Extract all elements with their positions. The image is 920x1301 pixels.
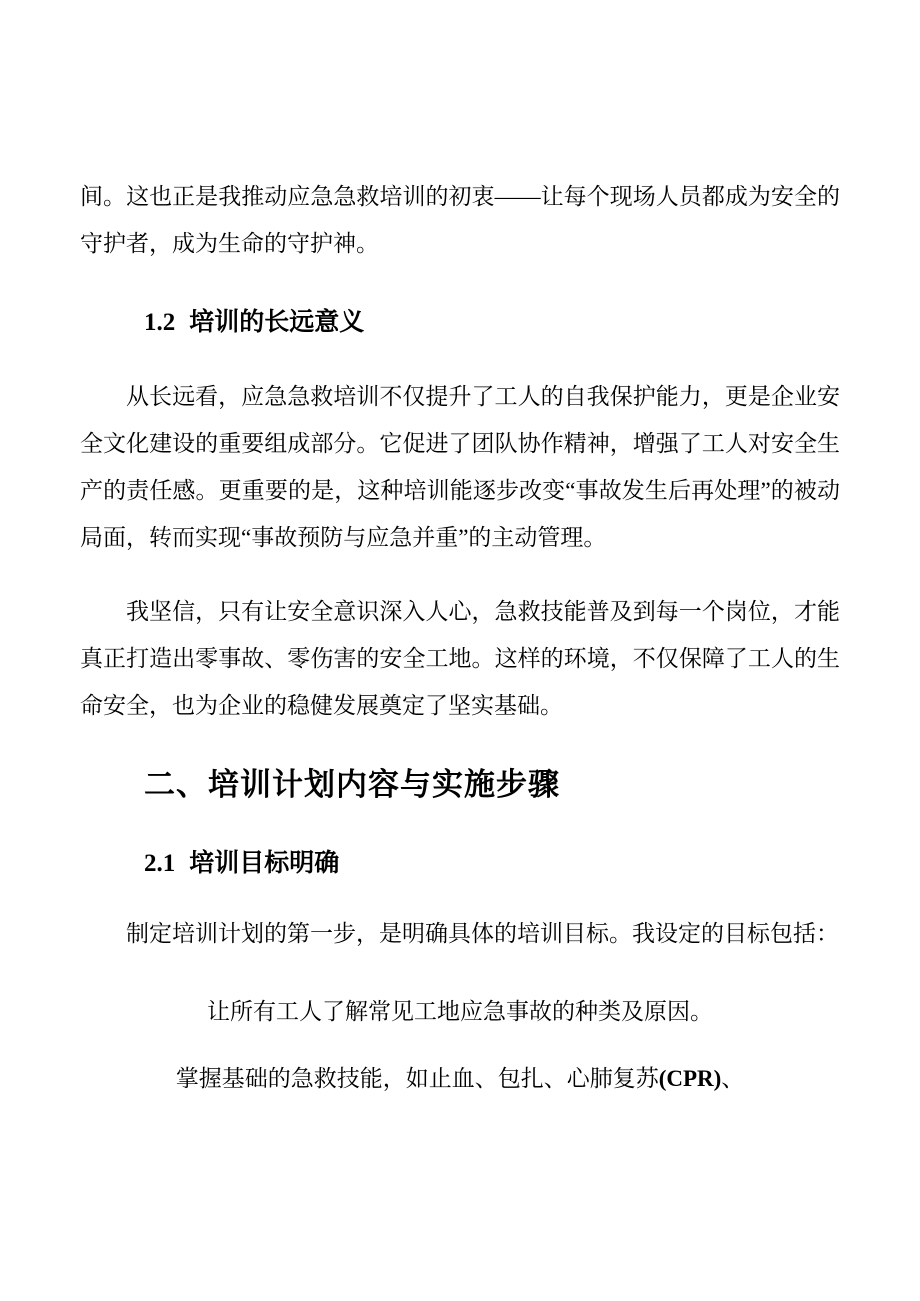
goal-item-first-aid-skills-text: 掌握基础的急救技能，如止血、包扎、心肺复苏 <box>175 1066 659 1091</box>
section-heading-2-1-number: 2.1 <box>144 850 176 877</box>
section-heading-1-2-number: 1.2 <box>144 309 176 336</box>
chapter-heading-2: 二、培训计划内容与实施步骤 <box>144 767 560 802</box>
cpr-abbreviation: (CPR) <box>658 1066 722 1091</box>
goal-item-first-aid-skills <box>80 1055 840 1102</box>
goal-item-first-aid-skills-suffix: 、 <box>721 1066 745 1091</box>
paragraph-training-goals-intro: 制定培训计划的第一步，是明确具体的培训目标。我设定的目标包括： <box>126 921 839 946</box>
paragraph-continuation: 间。这也正是我推动应急急救培训的初衷——让每个现场人员都成为安全的守护者，成为生命的守护神。 <box>80 184 840 256</box>
paragraph-belief: 我坚信，只有让安全意识深入人心，急救技能普及到每一个岗位，才能真正打造出零事故、零伤害的安全工地。这样的环境，不仅保障了工人的生命安全，也为企业的稳健发展奠定了坚实基础。 <box>80 599 840 718</box>
paragraph-longterm-significance: 从长远看，应急急救培训不仅提升了工人的自我保护能力，更是企业安全文化建设的重要组成部分。它促进了团队协作精神，增强了工人对安全生产的责任感。更重要的是，这种培训能逐步改变“事故发生后再处理”的被动局面，转而实现“事故预防与应急并重”的主动管理。 <box>80 384 840 550</box>
section-heading-2-1 <box>80 846 840 882</box>
section-heading-1-2-title: 培训的长远意义 <box>189 309 365 336</box>
section-heading-2-1-title: 培训目标明确 <box>189 850 340 877</box>
section-heading-1-2 <box>80 305 840 341</box>
goal-item-accident-types: 让所有工人了解常见工地应急事故的种类及原因。 <box>207 999 713 1024</box>
